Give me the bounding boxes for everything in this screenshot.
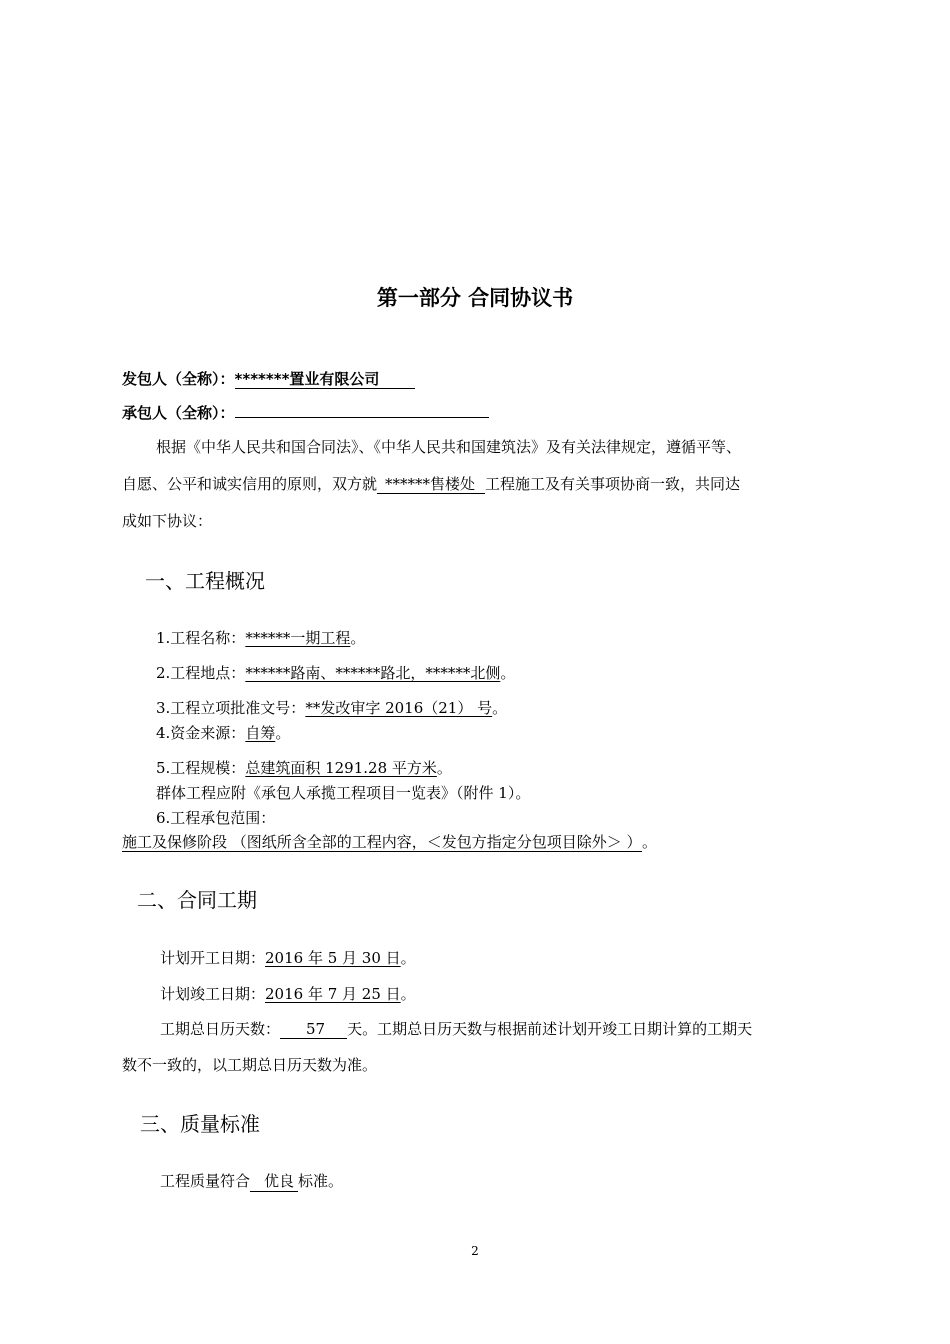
quality-standard-start: 工程质量符合 — [160, 1172, 251, 1190]
project-location-item — [156, 662, 515, 683]
scope-item — [122, 831, 657, 852]
start-date-label: 计划开工日期： — [160, 949, 266, 967]
intro-line-2-start: 自愿、公平和诚实信用的原则，双方就 — [122, 475, 378, 493]
project-scale-label: 5.工程规模： — [156, 759, 246, 777]
page-title: 第一部分 合同协议书 — [376, 286, 574, 310]
intro-line-2 — [122, 473, 740, 494]
funding-source-value: 自筹 — [245, 724, 276, 742]
contractor-line — [122, 402, 489, 423]
quality-standard-end: 标准。 — [298, 1172, 344, 1190]
funding-source-item — [156, 722, 290, 743]
employer-line — [122, 368, 415, 389]
project-location-label: 2.工程地点： — [156, 664, 246, 682]
section-1-heading: 一、工程概况 — [145, 569, 265, 593]
finish-date-value: 2016 年 7 月 25 日 — [265, 985, 401, 1003]
funding-source-label: 4.资金来源： — [156, 724, 246, 742]
page-number: 2 — [471, 1244, 479, 1258]
section-3-heading: 三、质量标准 — [140, 1112, 260, 1136]
intro-line-3: 成如下协议： — [122, 512, 213, 530]
scope-value: 施工及保修阶段 （图纸所含全部的工程内容，＜发包方指定分包项目除外＞ ） — [122, 833, 642, 852]
employer-label: 发包人（全称）： — [122, 370, 235, 388]
start-date-item — [160, 947, 416, 968]
total-days-value: 57 — [280, 1020, 347, 1039]
contractor-value-blank — [235, 403, 489, 418]
group-project-note: 群体工程应附《承包人承揽工程项目一览表》（附件 1）。 — [156, 784, 531, 802]
approval-number-item — [156, 697, 507, 718]
approval-number-value: **发改审字 2016（21） 号 — [305, 699, 493, 717]
total-days-item — [160, 1018, 752, 1039]
project-name: ******售楼处 — [377, 475, 485, 494]
period: 。 — [642, 833, 658, 851]
finish-date-item — [160, 983, 416, 1004]
total-days-label: 工期总日历天数： — [160, 1020, 281, 1038]
project-scale-item — [156, 757, 452, 778]
period: 。 — [400, 985, 416, 1003]
start-date-value: 2016 年 5 月 30 日 — [265, 949, 401, 967]
period: 。 — [400, 949, 416, 967]
scope-label: 6.工程承包范围： — [156, 809, 276, 827]
project-location-value: ******路南、******路北，******北侧 — [245, 664, 501, 682]
period: 。 — [275, 724, 291, 742]
approval-number-label: 3.工程立项批准文号： — [156, 699, 306, 717]
finish-date-label: 计划竣工日期： — [160, 985, 266, 1003]
employer-value: *******置业有限公司 — [235, 370, 416, 389]
intro-line-1: 根据《中华人民共和国合同法》、《中华人民共和国建筑法》及有关法律规定，遵循平等、 — [156, 438, 742, 456]
contractor-label: 承包人（全称）： — [122, 404, 235, 422]
project-name-item — [156, 627, 365, 648]
period: 。 — [436, 759, 452, 777]
quality-standard-value: 优良 — [250, 1170, 298, 1192]
intro-line-2-end: 工程施工及有关事项协商一致，共同达 — [485, 475, 741, 493]
period: 。 — [350, 629, 366, 647]
total-days-tail: 天。工期总日历天数与根据前述计划开竣工日期计算的工期天 — [347, 1020, 753, 1038]
project-name-value: ******一期工程 — [245, 629, 351, 647]
section-2-heading: 二、合同工期 — [137, 888, 257, 912]
total-days-line-2: 数不一致的，以工期总日历天数为准。 — [122, 1056, 378, 1074]
period: 。 — [492, 699, 508, 717]
quality-standard-item — [160, 1170, 343, 1192]
period: 。 — [500, 664, 516, 682]
project-name-label: 1.工程名称： — [156, 629, 246, 647]
project-scale-value: 总建筑面积 1291.28 平方米 — [245, 759, 437, 777]
